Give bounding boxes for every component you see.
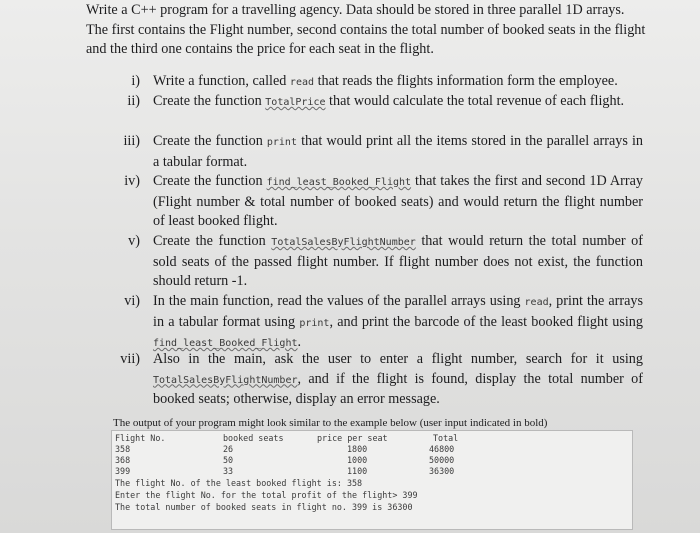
item-text: Create the function print that would print all the items stored in the parallel arrays in a tabular format. [153,133,643,170]
item-number: iv) [124,173,140,189]
output-caption: The output of your program might look similar to the example below (user input indicated in bold) [113,417,548,429]
list-item-vi [86,292,646,352]
item-text: Also in the main, ask the user to enter a flight number, search for it using TotalSalesByFlightNumber, and if the flight is found, display the total number of booked seats; otherwise, display an error message. [153,351,643,407]
item-text: Create the function find_least_Booked_Flight that takes the first and second 1D Array (Flight number & total number of booked seats) and would return the flight number of least booked flight. [153,173,643,229]
item-number: vii) [120,351,140,367]
table-row: 358 26 1800 46800 [115,444,455,454]
item-number: vi) [124,293,140,309]
header-total: Total [433,433,459,443]
prompt-output-line: Enter the flight No. for the total profit of the flight> 399 [115,490,418,500]
item-number: v) [128,233,140,249]
list-item-vii [86,350,646,410]
list-item-i [86,72,646,92]
item-number: iii) [123,133,140,149]
function-name: find_least_Booked_Flight [266,177,412,188]
item-text: Create the function TotalPrice that would calculate the total revenue of each flight. [153,93,625,109]
header-booked-seats: booked seats [223,433,284,443]
header-price-per-seat: price per seat [317,433,388,443]
intro-paragraph: Write a C++ program for a travelling agency. Data should be stored in three parallel 1D arrays. The first contains the Flight number, second contains the total number of booked seats in the flight and the third one contains the price for each seat in the flight. [86,2,646,57]
function-name: TotalPrice [265,97,326,108]
function-name: read [289,77,315,88]
list-item-iii [86,132,646,172]
list-item-v [86,232,646,292]
list-item-ii [86,92,646,132]
function-name: print [266,137,297,148]
total-seats-output-line: The total number of booked seats in flight no. 399 is 36300 [115,502,413,512]
function-name: print [299,317,330,329]
item-number: i) [131,73,140,89]
table-row: 399 33 1100 36300 [115,466,455,476]
function-name: find_least_Booked_Flight [153,338,298,349]
item-text: Create the function TotalSalesByFlightNumber that would return the total number of sold seats of the passed flight number. If flight number does not exist, the function should return -1. [153,233,643,289]
function-name: TotalSalesByFlightNumber [271,237,416,248]
least-booked-output-line: The flight No. of the least booked flight is: 358 [115,478,363,488]
table-row: 368 50 1000 50000 [115,455,455,465]
header-flight-no: Flight No. [115,433,166,443]
item-number: ii) [127,93,140,109]
output-header-row [115,433,625,444]
item-text: Write a function, called read that reads the flights information form the employee. [153,73,618,89]
program-output-box [111,430,633,530]
function-name: TotalSalesByFlightNumber [153,374,298,386]
list-item-iv [86,172,646,232]
function-name: read [524,297,549,308]
item-text: In the main function, read the values of the parallel arrays using read, print the arrays in a tabular format using print, and print the barcode of the least booked flight using find_least_Booked_Flight. [153,293,643,350]
